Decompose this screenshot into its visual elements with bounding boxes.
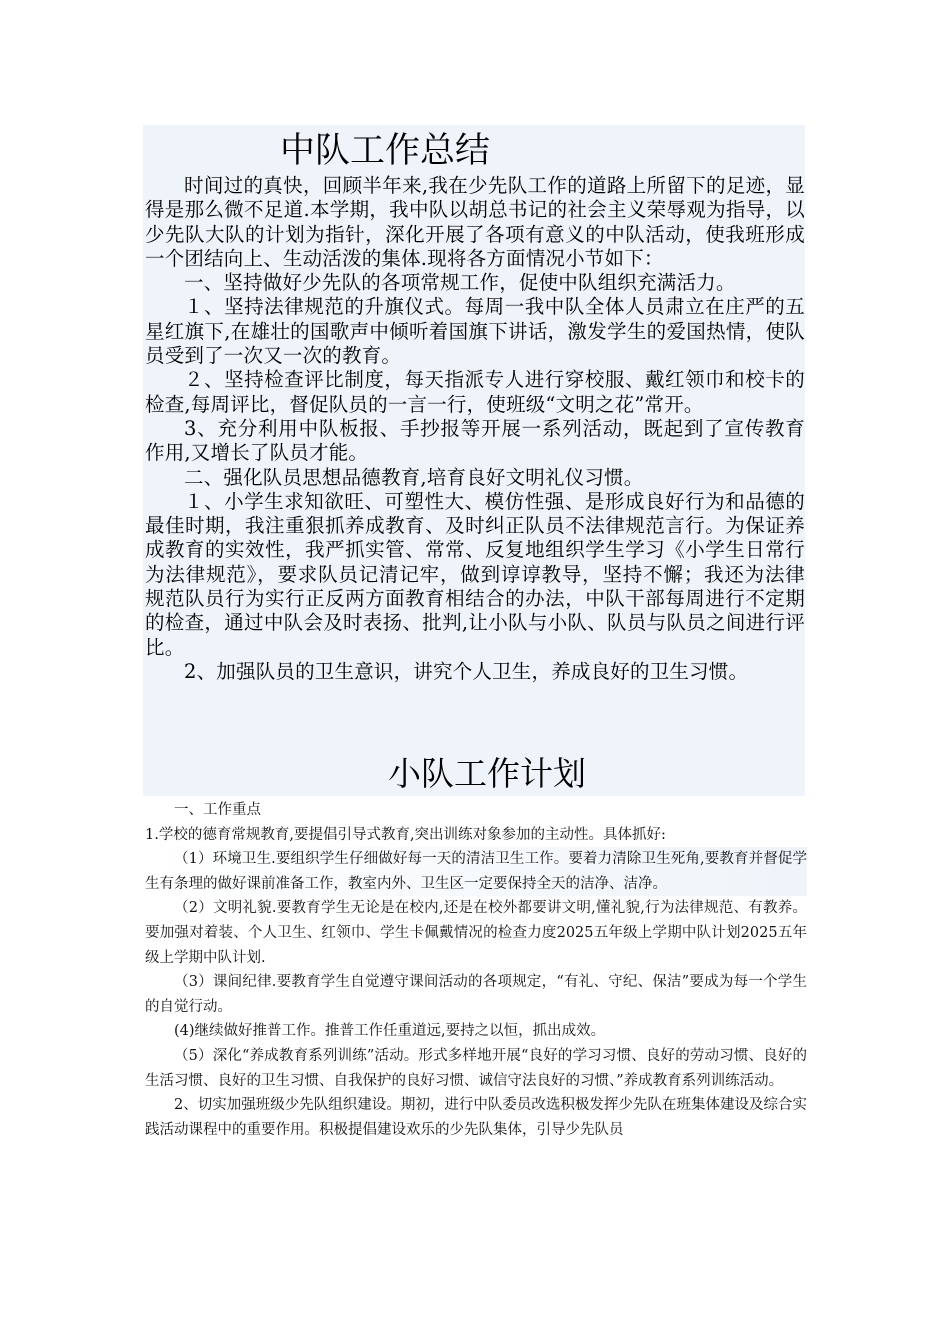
- summary-paragraph: 时间过的真快，回顾半年来,我在少先队工作的道路上所留下的足迹，显得是那么微不足道.本学期，我中队以胡总书记的社会主义荣辱观为指导，以少先队大队的计划为指针，深化开展了各项有意义的中队活动，使我班形成一个团结向上、生动活泼的集体.现将各方面情况小节如下：: [145, 174, 805, 270]
- summary-title: 中队工作总结: [280, 131, 491, 171]
- summary-paragraph: 2、加强队员的卫生意识，讲究个人卫生，养成良好的卫生习惯。: [184, 659, 749, 683]
- summary-body: [145, 174, 805, 684]
- summary-paragraph: １、小学生求知欲旺、可塑性大、模仿性强、是形成良好行为和品德的最佳时期，我注重狠抓养成教育、及时纠正队员不法律规范言行。为保证养成教育的实效性，我严抓实管、常常、反复地组织学生学习《小学生日常行为法律规范》，要求队员记清记牢，做到谆谆教导，坚持不懈；我还为法律规范队员行为实行正反两方面教育相结合的办法，中队干部每周进行不定期的检查，通过中队会及时表扬、批判,让小队与小队、队员与队员之间进行评比。: [145, 489, 805, 659]
- plan-paragraph: （1）环境卫生.要组织学生仔细做好每一天的清洁卫生工作。要着力清除卫生死角,要教育并督促学生有条理的做好课前准备工作，教室内外、卫生区一定要保持全天的洁净、洁净。: [145, 847, 807, 896]
- plan-body: [145, 798, 807, 1142]
- plan-paragraph: （3）课间纪律.要教育学生自觉遵守课间活动的各项规定，“有礼、守纪、保洁”要成为每一个学生的自觉行动。: [145, 974, 807, 1015]
- summary-paragraph: 二、强化队员思想品德教育,培育良好文明礼仪习惯。: [184, 465, 644, 489]
- plan-paragraph: 1.学校的德育常规教育,要提倡引导式教育,突出训练对象参加的主动性。具体抓好:: [145, 826, 666, 843]
- plan-paragraph: （5）深化“养成教育系列训练”活动。形式多样地开展“良好的学习习惯、良好的劳动习惯、良好的生活习惯、良好的卫生习惯、自我保护的良好习惯、诚信守法良好的习惯、”养成教育系列训练活动。: [145, 1047, 807, 1089]
- plan-title: 小队工作计划: [388, 754, 586, 793]
- summary-paragraph: １、坚持法律规范的升旗仪式。每周一我中队全体人员肃立在庄严的五星红旗下,在雄壮的国歌声中倾听着国旗下讲话，激发学生的爱国热情，使队员受到了一次又一次的教育。: [145, 295, 805, 368]
- plan-paragraph: （2）文明礼貌.要教育学生无论是在校内,还是在校外都要讲文明,懂礼貌,行为法律规范、有教养。要加强对着装、个人卫生、红领巾、学生卡佩戴情况的检查力度2025五年级上学期中队计划2025五年级上学期中队计划.: [145, 900, 807, 966]
- summary-paragraph: 一、坚持做好少先队的各项常规工作，促使中队组织充满活力。: [184, 271, 736, 295]
- summary-paragraph: ２、坚持检查评比制度，每天指派专人进行穿校服、戴红领巾和校卡的检查,每周评比，督促队员的一言一行，使班级“文明之花”常开。: [145, 368, 805, 416]
- plan-paragraph: 一、工作重点: [174, 802, 261, 818]
- plan-paragraph: (4)继续做好推普工作。推普工作任重道远,要持之以恒，抓出成效。: [174, 1023, 606, 1040]
- summary-paragraph: 3、充分利用中队板报、手抄报等开展一系列活动，既起到了宣传教育作用,又增长了队员才能。: [145, 416, 805, 465]
- plan-paragraph: 2、切实加强班级少先队组织建设。期初，进行中队委员改选积极发挥少先队在班集体建设及综合实践活动课程中的重要作用。积极提倡建设欢乐的少先队集体，引导少先队员: [145, 1097, 807, 1138]
